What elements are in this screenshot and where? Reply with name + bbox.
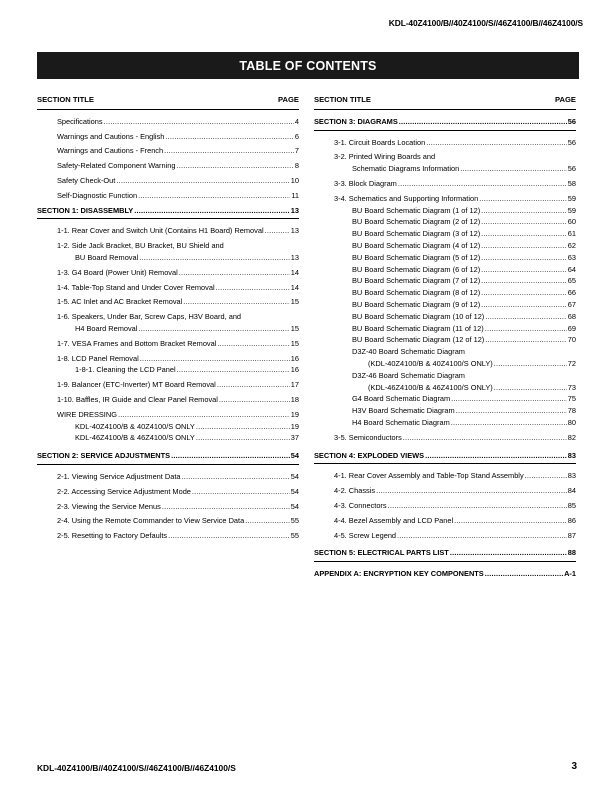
toc-entry[interactable]: 3-5. Semiconductors ..... 82 [314, 432, 576, 444]
toc-entry[interactable]: 4-5. Screw Legend ..... 87 [314, 530, 576, 542]
section-title-header: SECTION TITLE [314, 95, 371, 104]
toc-entry[interactable]: Warnings and Cautions - English ..... 6 [37, 131, 299, 143]
toc-entry[interactable]: 3-1. Circuit Boards Location ..... 56 [314, 137, 576, 149]
toc-entry[interactable]: 1-4. Table-Top Stand and Under Cover Removal ..... 14 [37, 282, 299, 294]
toc-entry[interactable]: Specifications ..... 4 [37, 116, 299, 128]
toc-entry-line1: D3Z-46 Board Schematic Diagram [352, 370, 465, 380]
toc-entry[interactable]: H3V Board Schematic Diagram ..... 78 [314, 405, 576, 417]
toc-entry[interactable]: G4 Board Schematic Diagram ..... 75 [314, 393, 576, 405]
toc-entry[interactable]: BU Board Schematic Diagram (1 of 12) ..... 59 [314, 205, 576, 217]
toc-entry[interactable]: BU Board Schematic Diagram (8 of 12) ..... 66 [314, 287, 576, 299]
toc-entry[interactable]: BU Board Schematic Diagram (7 of 12) ..... 65 [314, 275, 576, 287]
toc-entry[interactable]: (KDL-46Z4100/B & 46Z4100/S ONLY) ..... 73 [314, 382, 576, 394]
toc-entry[interactable]: 1-7. VESA Frames and Bottom Bracket Removal ..... 15 [37, 338, 299, 350]
footer-model: KDL-40Z4100/B//40Z4100/S//46Z4100/B//46Z4100/S [37, 763, 236, 773]
section-title-header: SECTION TITLE [37, 95, 94, 104]
toc-entry[interactable]: WIRE DRESSING ..... 19 [37, 409, 299, 421]
toc-entry[interactable]: BU Board Schematic Diagram (2 of 12) ..... 60 [314, 216, 576, 228]
page-header: PAGE [555, 95, 576, 104]
page-number: 3 [571, 761, 577, 772]
column-header [314, 94, 576, 110]
toc-entry[interactable]: Schematic Diagrams Information ..... 56 [314, 163, 576, 175]
toc-entry[interactable]: Safety Check-Out ..... 10 [37, 175, 299, 187]
toc-entry[interactable]: H4 Board Schematic Diagram ..... 80 [314, 417, 576, 429]
toc-entry[interactable]: BU Board Schematic Diagram (9 of 12) ..... 67 [314, 299, 576, 311]
toc-entry[interactable]: BU Board Schematic Diagram (5 of 12) ..... 63 [314, 252, 576, 264]
toc-appendix-a[interactable]: APPENDIX A: ENCRYPTION KEY COMPONENTS ..... A-1 [314, 568, 576, 580]
toc-entry[interactable]: 1-8-1. Cleaning the LCD Panel ..... 16 [37, 364, 299, 376]
toc-section-3[interactable]: SECTION 3: DIAGRAMS ..... 56 [314, 116, 576, 128]
toc-entry[interactable]: BU Board Schematic Diagram (6 of 12) ..... 64 [314, 264, 576, 276]
toc-section-2[interactable]: SECTION 2: SERVICE ADJUSTMENTS ..... 54 [37, 450, 299, 462]
toc-entry[interactable]: 4-2. Chassis ..... 84 [314, 485, 576, 497]
toc-entry[interactable]: Safety-Related Component Warning ..... 8 [37, 160, 299, 172]
toc-section-5[interactable]: SECTION 5: ELECTRICAL PARTS LIST ..... 88 [314, 547, 576, 559]
toc-entry[interactable]: BU Board Schematic Diagram (12 of 12) ..... 70 [314, 334, 576, 346]
toc-section-1[interactable]: SECTION 1: DISASSEMBLY ..... 13 [37, 205, 299, 217]
toc-entry[interactable]: BU Board Schematic Diagram (10 of 12) ..... 68 [314, 311, 576, 323]
column-header [37, 94, 299, 110]
toc-left-column [37, 94, 299, 542]
toc-entry[interactable]: 3-4. Schematics and Supporting Information ..... 59 [314, 193, 576, 205]
toc-entry-line1: 1-6. Speakers, Under Bar, Screw Caps, H3V Board, and [57, 312, 242, 322]
toc-entry[interactable]: 2-5. Resetting to Factory Defaults ..... 55 [37, 530, 299, 542]
toc-entry[interactable]: (KDL-40Z4100/B & 40Z4100/S ONLY) ..... 72 [314, 358, 576, 370]
toc-entry[interactable]: 2-2. Accessing Service Adjustment Mode ..... 54 [37, 486, 299, 498]
header-model: KDL-40Z4100/B//40Z4100/S//46Z4100/B//46Z4100/S [388, 18, 583, 28]
toc-entry[interactable]: 2-4. Using the Remote Commander to View Service Data ..... 55 [37, 515, 299, 527]
toc-entry[interactable]: 1-10. Baffles, IR Guide and Clear Panel Removal ..... 18 [37, 394, 299, 406]
toc-entry[interactable]: H4 Board Removal ..... 15 [37, 323, 299, 335]
page-header: PAGE [278, 95, 299, 104]
toc-entry[interactable]: 1-9. Balancer (ETC-Inverter) MT Board Removal ..... 17 [37, 379, 299, 391]
toc-entry[interactable]: 1-5. AC Inlet and AC Bracket Removal ..... 15 [37, 296, 299, 308]
toc-entry[interactable]: BU Board Schematic Diagram (3 of 12) ..... 61 [314, 228, 576, 240]
toc-entry[interactable]: 3-3. Block Diagram ..... 58 [314, 178, 576, 190]
page-title: TABLE OF CONTENTS [37, 52, 579, 79]
toc-entry[interactable]: Self-Diagnostic Function ..... 11 [37, 190, 299, 202]
toc-entry-line1: 1-2. Side Jack Bracket, BU Bracket, BU Shield and [57, 241, 224, 251]
toc-entry[interactable]: BU Board Schematic Diagram (4 of 12) ..... 62 [314, 240, 576, 252]
toc-entry[interactable]: KDL-40Z4100/B & 40Z4100/S ONLY ..... 19 [37, 421, 299, 433]
toc-entry[interactable]: 4-3. Connectors ..... 85 [314, 500, 576, 512]
toc-section-4[interactable]: SECTION 4: EXPLODED VIEWS ..... 83 [314, 450, 576, 462]
toc-entry[interactable]: BU Board Schematic Diagram (11 of 12) ..... 69 [314, 323, 576, 335]
toc-entry[interactable]: BU Board Removal ..... 13 [37, 252, 299, 264]
toc-entry[interactable]: 1-1. Rear Cover and Switch Unit (Contains H1 Board) Removal ..... 13 [37, 225, 299, 237]
toc-entry-line1: D3Z-40 Board Schematic Diagram [352, 347, 465, 357]
toc-entry[interactable]: 1-8. LCD Panel Removal ..... 16 [37, 353, 299, 365]
toc-entry[interactable]: 2-1. Viewing Service Adjustment Data ..... 54 [37, 471, 299, 483]
toc-right-column [314, 94, 576, 580]
toc-entry[interactable]: Warnings and Cautions - French ..... 7 [37, 145, 299, 157]
toc-entry[interactable]: KDL-46Z4100/B & 46Z4100/S ONLY ..... 37 [37, 432, 299, 444]
toc-entry[interactable]: 4-1. Rear Cover Assembly and Table-Top Stand Assembly ..... 83 [314, 470, 576, 482]
toc-entry-line1: 3-2. Printed Wiring Boards and [334, 152, 436, 162]
toc-entry[interactable]: 2-3. Viewing the Service Menus ..... 54 [37, 501, 299, 513]
toc-entry[interactable]: 4-4. Bezel Assembly and LCD Panel ..... 86 [314, 515, 576, 527]
toc-entry[interactable]: 1-3. G4 Board (Power Unit) Removal ..... 14 [37, 267, 299, 279]
